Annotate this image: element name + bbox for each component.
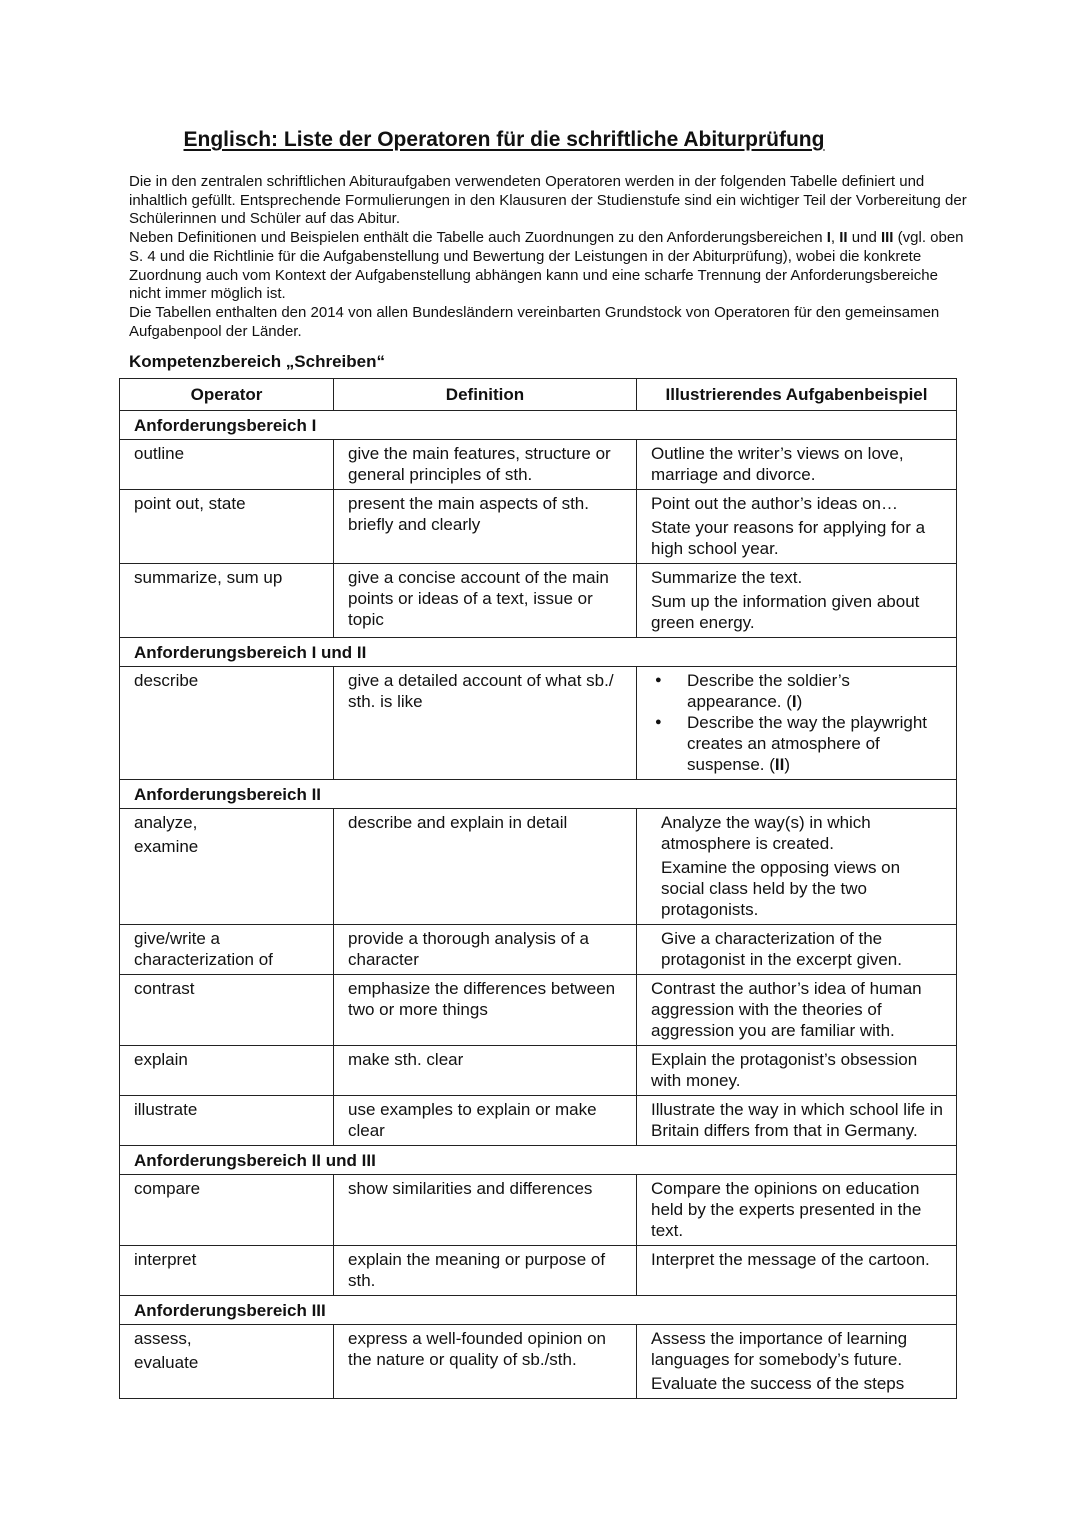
example-cell [637, 975, 957, 1046]
example-text: Analyze the way(s) in which atmosphere is created. [661, 813, 871, 853]
operator-cell: describe [120, 667, 334, 780]
operator-cell: point out, state [120, 490, 334, 564]
operator-cell: illustrate [120, 1096, 334, 1146]
intro-paragraph-2: Neben Definitionen und Beispielen enthält die Tabelle auch Zuordnungen zu den Anforderungsbereichen I, II und III (vgl. oben S. 4 und die Richtlinie für die Aufgabenstellung und Bewertung der Leistungen in der Abiturprüfung), wobei die konkrete Zuordnung auch vom Kontext der Aufgabenstellung abhängen kann und eine scharfe Trennung der Anforderungsbereiche nicht immer möglich ist. [129, 229, 964, 303]
header-example: Illustrierendes Aufgabenbeispiel [637, 379, 957, 411]
example-text: Outline the writer’s views on love, marriage and divorce. [651, 444, 904, 484]
group-label: Anforderungsbereich II und III [120, 1146, 957, 1175]
example-text: Explain the protagonist’s obsession with money. [651, 1050, 918, 1090]
table-row [120, 809, 957, 925]
operator-cell: analyze, examine [120, 809, 334, 925]
definition-cell: use examples to explain or make clear [334, 1096, 637, 1146]
operator-cell: contrast [120, 975, 334, 1046]
definition-cell: describe and explain in detail [334, 809, 637, 925]
table-row [120, 1046, 957, 1096]
definition-cell: present the main aspects of sth. briefly and clearly [334, 490, 637, 564]
example-text: Point out the author’s ideas on… [651, 494, 898, 513]
definition-cell: provide a thorough analysis of a character [334, 925, 637, 975]
example-text: Contrast the author’s idea of human aggression with the theories of aggression you are familiar with. [651, 979, 922, 1040]
group-row [120, 638, 957, 667]
example-cell [637, 925, 957, 975]
operator-cell: summarize, sum up [120, 564, 334, 638]
example-cell [637, 564, 957, 638]
intro-paragraph-1: Die in den zentralen schriftlichen Abituraufgaben verwendeten Operatoren werden in der folgenden Tabelle definiert und inhaltlich gefüllt. Entsprechende Formulierungen in den Klausuren der Studienstufe sind ein wichtiger Teil der Vorbereitung der Schülerinnen und Schüler auf das Abitur. [129, 173, 967, 228]
page-title: Englisch: Liste der Operatoren für die schriftliche Abiturprüfung [183, 128, 825, 151]
example-text: Examine the opposing views on social class held by the two protagonists. [661, 858, 901, 919]
definition-cell: show similarities and differences [334, 1175, 637, 1246]
example-text: Interpret the message of the cartoon. [651, 1250, 930, 1269]
example-text: Illustrate the way in which school life in Britain differs from that in Germany. [651, 1100, 943, 1140]
definition-cell: emphasize the differences between two or more things [334, 975, 637, 1046]
example-text: Summarize the text. [651, 568, 803, 587]
table-row [120, 1325, 957, 1399]
example-cell [637, 1325, 957, 1399]
example-text: State your reasons for applying for a high school year. [651, 518, 926, 558]
table-row [120, 975, 957, 1046]
definition-cell: explain the meaning or purpose of sth. [334, 1246, 637, 1296]
group-label: Anforderungsbereich II [120, 780, 957, 809]
table-row [120, 1246, 957, 1296]
section-label: Kompetenzbereich „Schreiben“ [129, 352, 386, 371]
example-cell [637, 1175, 957, 1246]
example-text: Give a characterization of the protagonist in the excerpt given. [661, 929, 902, 969]
operator-cell: assess, evaluate [120, 1325, 334, 1399]
example-cell [637, 1246, 957, 1296]
intro-paragraph-3: Die Tabellen enthalten den 2014 von allen Bundesländern vereinbarten Grundstock von Operatoren für den gemeinsamen Aufgabenpool der Länder. [129, 303, 940, 340]
example-bullet-list [651, 670, 948, 775]
operator-cell: give/write a characterization of [120, 925, 334, 975]
example-cell [637, 667, 957, 780]
group-label: Anforderungsbereich I und II [120, 638, 957, 667]
operator-cell: compare [120, 1175, 334, 1246]
table-row [120, 490, 957, 564]
example-bullet: ● Describe the soldier’s appearance. (I) [651, 670, 948, 712]
table-row [120, 440, 957, 490]
table-row [120, 1175, 957, 1246]
example-cell [637, 490, 957, 564]
definition-cell: make sth. clear [334, 1046, 637, 1096]
example-cell [637, 1096, 957, 1146]
table-row [120, 667, 957, 780]
definition-cell: give a concise account of the main points or ideas of a text, issue or topic [334, 564, 637, 638]
operator-cell: explain [120, 1046, 334, 1096]
group-row [120, 1146, 957, 1175]
header-operator: Operator [120, 379, 334, 411]
example-cell [637, 440, 957, 490]
table-row [120, 564, 957, 638]
example-text: Assess the importance of learning languages for somebody’s future. [651, 1329, 908, 1369]
group-row [120, 411, 957, 440]
example-cell [637, 1046, 957, 1096]
group-row [120, 1296, 957, 1325]
operator-cell: outline [120, 440, 334, 490]
operator-cell: interpret [120, 1246, 334, 1296]
example-bullet: ● Describe the way the playwright creates an atmosphere of suspense. (II) [651, 712, 948, 775]
example-text: Sum up the information given about green energy. [651, 592, 920, 632]
header-definition: Definition [334, 379, 637, 411]
definition-cell: give the main features, structure or general principles of sth. [334, 440, 637, 490]
table-row [120, 925, 957, 975]
intro-text [129, 173, 969, 341]
example-text: Evaluate the success of the steps [651, 1374, 905, 1393]
definition-cell: express a well-founded opinion on the nature or quality of sb./sth. [334, 1325, 637, 1399]
example-cell [637, 809, 957, 925]
table-row [120, 1096, 957, 1146]
table-header-row [120, 379, 957, 411]
group-row [120, 780, 957, 809]
group-label: Anforderungsbereich III [120, 1296, 957, 1325]
definition-cell: give a detailed account of what sb./ sth. is like [334, 667, 637, 780]
example-text: Compare the opinions on education held by the experts presented in the text. [651, 1179, 922, 1240]
group-label: Anforderungsbereich I [120, 411, 957, 440]
operator-table [119, 378, 957, 1399]
